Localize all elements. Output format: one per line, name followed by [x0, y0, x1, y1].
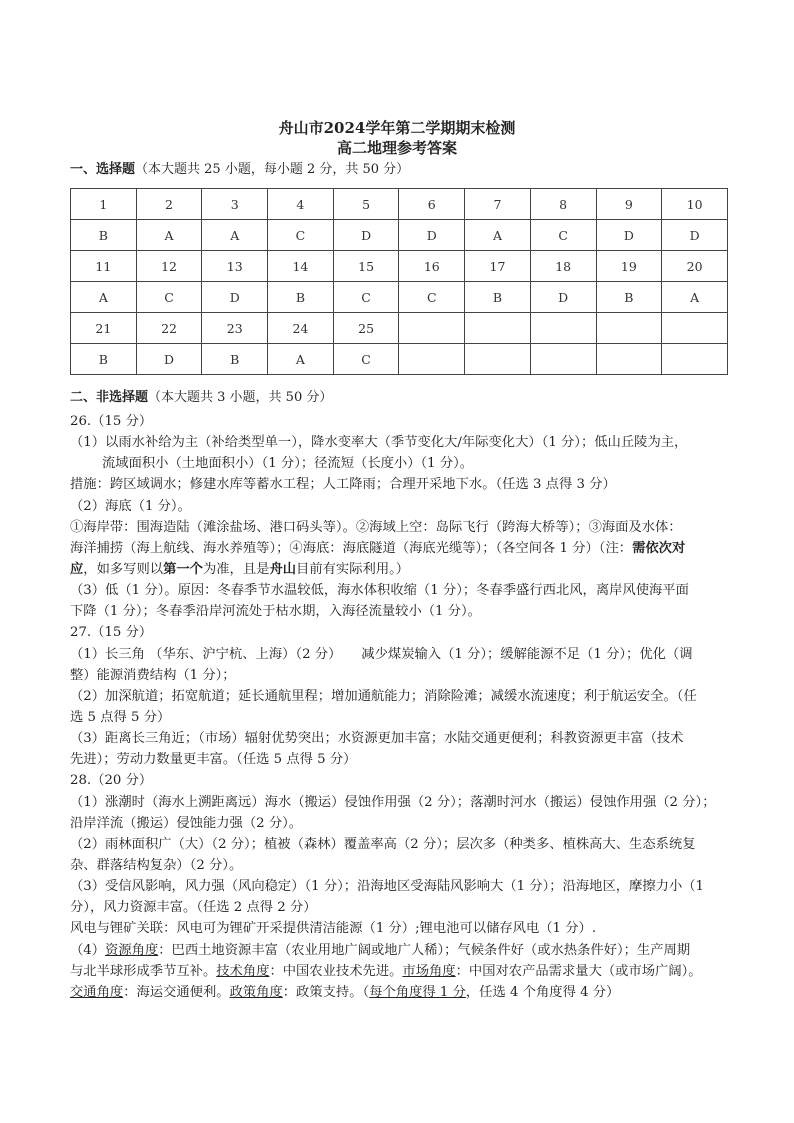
text-segment: 整）能源消费结构（1 分）；	[70, 667, 236, 683]
table-cell: 9	[596, 189, 662, 220]
table-cell: 20	[662, 251, 728, 282]
document-subtitle: 高二地理参考答案	[336, 139, 457, 157]
text-segment: 分），风力资源丰富。（任选 2 点得 2 分）	[70, 900, 317, 916]
underlined-text: 市场角度	[402, 963, 456, 979]
text-line	[70, 707, 730, 728]
text-line	[70, 876, 730, 897]
underlined-text: 每个角度得 1 分	[369, 984, 466, 1000]
table-cell: B	[268, 282, 334, 313]
section-2-heading	[70, 386, 332, 405]
table-cell: 23	[202, 313, 268, 344]
emphasis-text: 需依次对	[632, 540, 686, 556]
text-segment: 下降（1 分）；冬春季沿岸河流处于枯水期，入海径流量较小（1 分）。	[70, 604, 481, 620]
table-cell: 22	[136, 313, 202, 344]
question-number-row	[71, 251, 728, 282]
text-line	[70, 940, 730, 961]
underlined-text: 交通角度	[70, 984, 124, 1000]
table-cell	[530, 344, 596, 375]
text-line	[70, 411, 730, 432]
table-cell: C	[268, 220, 334, 251]
text-segment: 海洋捕捞（海上航线、海水养殖等）；④海底：海底隧道（海底光缆等）；（各空间各 1 分）（注：	[70, 540, 633, 556]
table-cell: B	[465, 282, 531, 313]
table-cell: 10	[662, 189, 728, 220]
text-segment: （1）长三角 （华东、沪宁杭、上海）（2 分） 减少煤炭输入（1 分）；缓解能源不足（1 分）；优化（调	[70, 646, 693, 662]
question-number-row	[71, 189, 728, 220]
table-cell: 16	[399, 251, 465, 282]
emphasis-text: 第一个	[163, 561, 203, 577]
answer-row	[71, 344, 728, 375]
document-title: 舟山市2024学年第二学期期末检测	[278, 119, 516, 137]
text-segment: 风电与锂矿关联：风电可为锂矿开采提供清洁能源（1 分）;锂电池可以储存风电（1 分）.	[70, 921, 597, 937]
emphasis-text: 舟山	[269, 561, 297, 577]
text-segment: 先进）；劳动力数量更丰富。（任选 5 点得 5 分）	[70, 752, 357, 768]
text-segment: 措施：跨区域调水；修建水库等蓄水工程；人工降雨；合理开采地下水。（任选 3 点得 3 分）	[70, 477, 616, 493]
section-heading: 二、非选择题	[70, 390, 149, 405]
table-cell: C	[333, 282, 399, 313]
table-cell	[530, 313, 596, 344]
table-cell: D	[136, 344, 202, 375]
text-line	[70, 453, 730, 474]
text-line	[70, 813, 730, 834]
table-cell: A	[202, 220, 268, 251]
table-cell: 7	[465, 189, 531, 220]
text-segment: （2）海底（1 分）。	[70, 498, 191, 514]
table-cell: 3	[202, 189, 268, 220]
text-line	[70, 834, 730, 855]
text-line	[70, 538, 730, 559]
table-cell: B	[71, 344, 137, 375]
table-cell: A	[71, 282, 137, 313]
text-line	[70, 855, 730, 876]
answer-row	[71, 282, 728, 313]
text-segment: （1）涨潮时（海水上溯距离远）海水（搬运）侵蚀作用强（2 分）；落潮时河水（搬运）侵蚀作用强（2 分）；	[70, 794, 716, 810]
underlined-text: 技术角度	[216, 963, 270, 979]
text-segment: ，任选 4 个角度得 4 分）	[465, 984, 620, 1000]
text-line	[70, 918, 730, 939]
text-segment: （3）距离长三角近；（市场）辐射优势突出；水资源更加丰富；水陆交通更便利；科教资源更丰富（技术	[70, 731, 684, 747]
table-cell: C	[530, 220, 596, 251]
table-cell: A	[268, 344, 334, 375]
table-cell: 8	[530, 189, 596, 220]
text-segment: 27.（15 分）	[70, 625, 153, 641]
text-line	[70, 517, 730, 538]
text-segment: 为准，且是	[202, 561, 270, 577]
text-segment: 目前有实际利用。）	[296, 561, 410, 577]
table-cell: C	[399, 282, 465, 313]
text-line	[70, 792, 730, 813]
text-segment: ：中国对农产品需求量大（或市场广阔）。	[455, 963, 702, 979]
table-cell	[399, 313, 465, 344]
table-cell: 15	[333, 251, 399, 282]
text-segment: ：中国农业技术先进。	[269, 963, 403, 979]
section-note: （本大题共 3 小题，共 50 分）	[148, 390, 333, 405]
table-cell: D	[662, 220, 728, 251]
table-cell: 17	[465, 251, 531, 282]
text-segment: （2）雨林面积广（大）（2 分）；植被（森林）覆盖率高（2 分）；层次多（种类多、植株高大、生态系统复	[70, 836, 696, 852]
text-line	[70, 982, 730, 1003]
text-segment: 28.（20 分）	[70, 773, 153, 789]
text-segment: ：巴西土地资源丰富（农业用地广阔或地广人稀）；气候条件好（或水热条件好）；生产周期	[158, 942, 691, 958]
text-segment: ，如多写则以	[83, 561, 164, 577]
table-cell: 13	[202, 251, 268, 282]
table-cell: B	[596, 282, 662, 313]
text-segment: （1）以雨水补给为主（补给类型单一），降水变率大（季节变化大/年际变化大）（1 分）；低山丘陵为主，	[70, 435, 688, 451]
question-number-row	[71, 313, 728, 344]
table-cell: 25	[333, 313, 399, 344]
table-cell: D	[530, 282, 596, 313]
table-cell: 21	[71, 313, 137, 344]
table-cell	[662, 313, 728, 344]
table-cell: D	[333, 220, 399, 251]
text-line	[70, 622, 730, 643]
table-cell: 24	[268, 313, 334, 344]
text-line	[70, 432, 730, 453]
text-line	[70, 644, 730, 665]
text-segment: 26.（15 分）	[70, 414, 153, 429]
section-note: （本大题共 25 小题，每小题 2 分，共 50 分）	[135, 162, 410, 177]
table-cell: C	[333, 344, 399, 375]
answer-row	[71, 220, 728, 251]
text-segment: 选 5 点得 5 分）	[70, 709, 171, 725]
text-line	[70, 580, 730, 601]
text-line	[70, 665, 730, 686]
emphasis-text: 应	[70, 561, 84, 577]
table-cell: 6	[399, 189, 465, 220]
section-heading: 一、选择题	[70, 162, 136, 177]
table-cell: A	[136, 220, 202, 251]
table-cell: 12	[136, 251, 202, 282]
table-cell: 4	[268, 189, 334, 220]
text-segment: ：政策支持。（	[282, 984, 370, 1000]
underlined-text: 资源角度	[105, 942, 159, 958]
table-cell	[596, 344, 662, 375]
answer-body	[70, 411, 730, 1003]
text-line	[70, 961, 730, 982]
text-segment: ：海运交通便利。	[123, 984, 230, 1000]
text-segment: 流域面积小（土地面积小）（1 分）；径流短（长度小）（1 分）。	[102, 456, 474, 472]
table-cell	[596, 313, 662, 344]
table-cell: 11	[71, 251, 137, 282]
text-line	[70, 496, 730, 517]
table-cell: D	[202, 282, 268, 313]
section-1-heading	[70, 158, 409, 177]
text-segment: ①海岸带：围海造陆（滩涂盐场、港口码头等）。②海域上空：岛际飞行（跨海大桥等）；③海面及水体：	[70, 519, 682, 535]
text-line	[70, 686, 730, 707]
table-cell: 19	[596, 251, 662, 282]
table-cell: 5	[333, 189, 399, 220]
text-line	[70, 749, 730, 770]
table-cell: A	[662, 282, 728, 313]
table-cell: 18	[530, 251, 596, 282]
text-line	[70, 728, 730, 749]
table-cell	[465, 344, 531, 375]
table-cell: B	[202, 344, 268, 375]
table-cell	[465, 313, 531, 344]
text-segment: 杂、群落结构复杂）（2 分）。	[70, 857, 243, 873]
text-line	[70, 601, 730, 622]
text-segment: 沿岸洋流（搬运）侵蚀能力强（2 分）。	[70, 815, 303, 831]
table-cell: D	[596, 220, 662, 251]
table-cell: A	[465, 220, 531, 251]
text-line	[70, 474, 730, 495]
table-cell: 1	[71, 189, 137, 220]
text-segment: （3）低（1 分）。原因：冬春季节水温较低，海水体积收缩（1 分）；冬春季盛行西北风，离岸风使海平面	[70, 583, 689, 599]
table-cell: 2	[136, 189, 202, 220]
text-line	[70, 897, 730, 918]
text-line	[70, 559, 730, 580]
text-segment: （2）加深航道；拓宽航道；延长通航里程；增加通航能力；消除险滩；减缓水流速度；利于航运安全。（任	[70, 688, 697, 704]
table-cell	[662, 344, 728, 375]
underlined-text: 政策角度	[229, 984, 283, 1000]
table-cell: D	[399, 220, 465, 251]
text-segment: （3）受信风影响，风力强（风向稳定）（1 分）；沿海地区受海陆风影响大（1 分）；沿海地区，摩擦力小（1	[70, 879, 704, 895]
table-cell	[399, 344, 465, 375]
table-cell: B	[71, 220, 137, 251]
text-segment: 与北半球形成季节互补。	[70, 963, 217, 979]
table-cell: C	[136, 282, 202, 313]
answer-table	[70, 188, 728, 375]
text-line	[70, 770, 730, 791]
text-segment: （4）	[70, 942, 106, 958]
table-cell: 14	[268, 251, 334, 282]
